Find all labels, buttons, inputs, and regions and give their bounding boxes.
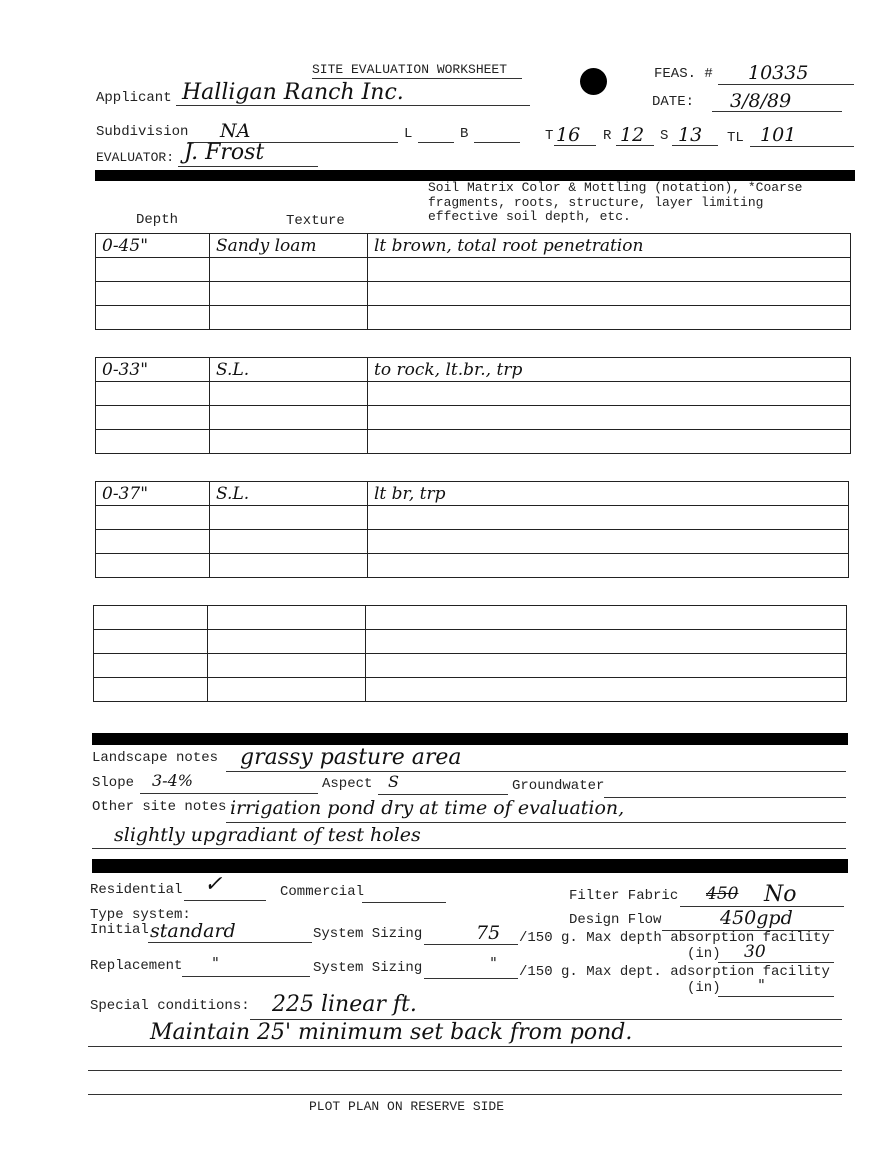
replacement-system-value[interactable]: " (212, 954, 219, 972)
texture-cell[interactable] (210, 258, 368, 282)
filter-fabric-value[interactable]: No (764, 882, 797, 907)
texture-cell[interactable]: S.L. (210, 358, 368, 382)
design-flow-value[interactable]: 450gpd (720, 907, 793, 929)
notes-cell[interactable] (368, 382, 851, 406)
notes-cell[interactable] (368, 258, 851, 282)
date-label: DATE: (652, 94, 695, 110)
replacement-system-sizing-label: System Sizing (313, 960, 423, 976)
depth-cell[interactable] (94, 630, 208, 654)
depth-cell[interactable]: 0-33" (96, 358, 210, 382)
initial-system-value[interactable]: standard (150, 920, 236, 942)
texture-cell[interactable] (210, 554, 368, 578)
soil-table-4 (93, 605, 847, 702)
notes-cell[interactable] (366, 654, 847, 678)
table-row (94, 654, 847, 678)
depth-header: Depth (136, 212, 179, 228)
tl-label: TL (727, 130, 744, 146)
block-label: B (460, 126, 469, 142)
texture-cell[interactable] (210, 506, 368, 530)
depth-cell[interactable] (96, 306, 210, 330)
other-notes-label: Other site notes (92, 799, 227, 815)
township-label: T (545, 128, 554, 144)
notes-cell[interactable] (368, 530, 849, 554)
texture-cell[interactable] (210, 382, 368, 406)
depth-cell[interactable] (94, 678, 208, 702)
type-system-label: Type system: (90, 907, 191, 923)
notes-cell[interactable]: lt brown, total root penetration (368, 234, 851, 258)
depth-cell[interactable] (94, 606, 208, 630)
landscape-value[interactable]: grassy pasture area (240, 745, 462, 770)
soil-table-2 (95, 357, 851, 454)
tl-value[interactable]: 101 (760, 124, 797, 146)
initial-in-label: (in) (687, 946, 721, 962)
notes-cell[interactable] (366, 678, 847, 702)
special-conditions-line1[interactable]: 225 linear ft. (272, 992, 417, 1017)
range-label: R (603, 128, 612, 144)
initial-max-depth-value[interactable]: 30 (744, 942, 766, 962)
table-row (96, 554, 849, 578)
depth-cell[interactable] (96, 406, 210, 430)
subdivision-value[interactable]: NA (220, 120, 251, 142)
table-row (96, 382, 851, 406)
slope-label: Slope (92, 775, 135, 791)
groundwater-label: Groundwater (512, 778, 605, 794)
initial-max-depth-label: /150 g. Max depth absorption facility (519, 930, 830, 946)
notes-cell[interactable] (368, 506, 849, 530)
soil-notes-header-line2: fragments, roots, structure, layer limiting (428, 195, 764, 210)
site-divider-bar (92, 733, 848, 745)
lot-label: L (404, 126, 413, 142)
notes-cell[interactable]: lt br, trp (368, 482, 849, 506)
depth-cell[interactable] (94, 654, 208, 678)
texture-cell[interactable] (208, 678, 366, 702)
depth-cell[interactable] (96, 530, 210, 554)
soil-table-3 (95, 481, 849, 578)
evaluator-value[interactable]: J. Frost (184, 140, 265, 165)
filter-fabric-label: Filter Fabric (569, 888, 679, 904)
notes-cell[interactable] (368, 306, 851, 330)
form-title: SITE EVALUATION WORKSHEET (312, 62, 508, 77)
texture-cell[interactable] (210, 430, 368, 454)
table-row (96, 258, 851, 282)
depth-cell[interactable] (96, 506, 210, 530)
aspect-value[interactable]: S (388, 772, 399, 791)
commercial-label: Commercial (280, 884, 365, 900)
table-row (94, 678, 847, 702)
initial-label: Initial (90, 922, 149, 938)
notes-cell[interactable] (368, 430, 851, 454)
section-label: S (660, 128, 669, 144)
township-value[interactable]: 16 (556, 124, 581, 146)
feas-value[interactable]: 10335 (748, 62, 809, 84)
table-row (96, 482, 849, 506)
texture-cell[interactable]: S.L. (210, 482, 368, 506)
notes-cell[interactable]: to rock, lt.br., trp (368, 358, 851, 382)
texture-cell[interactable] (208, 654, 366, 678)
feas-label: FEAS. # (654, 66, 713, 82)
punch-hole-mark (580, 68, 607, 95)
texture-cell[interactable] (210, 530, 368, 554)
subdivision-label: Subdivision (96, 124, 189, 140)
table-row (96, 306, 851, 330)
depth-cell[interactable] (96, 554, 210, 578)
residential-checkmark[interactable]: ✓ (204, 872, 223, 897)
texture-cell[interactable] (210, 306, 368, 330)
filter-fabric-struck-value: 450 (706, 884, 739, 904)
table-row (94, 630, 847, 654)
texture-cell[interactable] (208, 630, 366, 654)
replacement-max-depth-label: /150 g. Max dept. adsorption facility (519, 964, 830, 980)
depth-cell[interactable]: 0-37" (96, 482, 210, 506)
depth-cell[interactable] (96, 282, 210, 306)
table-row (96, 506, 849, 530)
replacement-max-depth-value[interactable]: " (758, 976, 765, 994)
notes-cell[interactable] (368, 282, 851, 306)
texture-cell[interactable] (210, 282, 368, 306)
landscape-label: Landscape notes (92, 750, 219, 766)
other-notes-value-line2[interactable]: slightly upgradiant of test holes (114, 824, 421, 846)
soil-notes-header-line3: effective soil depth, etc. (428, 209, 631, 224)
depth-cell[interactable] (96, 430, 210, 454)
table-row (94, 606, 847, 630)
applicant-value[interactable]: Halligan Ranch Inc. (182, 80, 404, 105)
section-value[interactable]: 13 (678, 124, 703, 146)
initial-system-sizing-label: System Sizing (313, 926, 423, 942)
table-row (96, 282, 851, 306)
table-row (96, 406, 851, 430)
table-row (96, 234, 851, 258)
texture-cell[interactable] (208, 606, 366, 630)
replacement-system-sizing-value[interactable]: " (490, 954, 497, 972)
notes-cell[interactable] (366, 630, 847, 654)
evaluator-label: EVALUATOR: (96, 150, 175, 165)
replacement-in-label: (in) (687, 980, 721, 996)
slope-value[interactable]: 3-4% (152, 771, 193, 790)
table-row (96, 358, 851, 382)
table-row (96, 430, 851, 454)
applicant-label: Applicant (96, 90, 172, 106)
table-row (96, 530, 849, 554)
design-flow-label: Design Flow (569, 912, 662, 928)
residential-label: Residential (90, 882, 183, 898)
depth-cell[interactable] (96, 382, 210, 406)
special-conditions-line2[interactable]: Maintain 25' minimum set back from pond. (150, 1020, 633, 1045)
depth-cell[interactable] (96, 258, 210, 282)
initial-system-sizing-value[interactable]: 75 (476, 922, 501, 944)
plot-plan-note: PLOT PLAN ON RESERVE SIDE (309, 1099, 505, 1114)
range-value[interactable]: 12 (620, 124, 645, 146)
special-conditions-label: Special conditions: (90, 998, 250, 1014)
other-notes-value-line1[interactable]: irrigation pond dry at time of evaluation, (230, 797, 625, 819)
texture-header: Texture (286, 213, 345, 229)
system-divider-bar (92, 859, 848, 873)
aspect-label: Aspect (322, 776, 373, 792)
texture-cell[interactable]: Sandy loam (210, 234, 368, 258)
depth-cell[interactable]: 0-45" (96, 234, 210, 258)
texture-cell[interactable] (210, 406, 368, 430)
soil-table-1 (95, 233, 851, 330)
date-value[interactable]: 3/8/89 (730, 90, 792, 112)
notes-cell[interactable] (366, 606, 847, 630)
notes-cell[interactable] (368, 406, 851, 430)
soil-notes-header-line1: Soil Matrix Color & Mottling (notation), *Coarse (428, 180, 803, 195)
replacement-label: Replacement (90, 958, 183, 974)
notes-cell[interactable] (368, 554, 849, 578)
